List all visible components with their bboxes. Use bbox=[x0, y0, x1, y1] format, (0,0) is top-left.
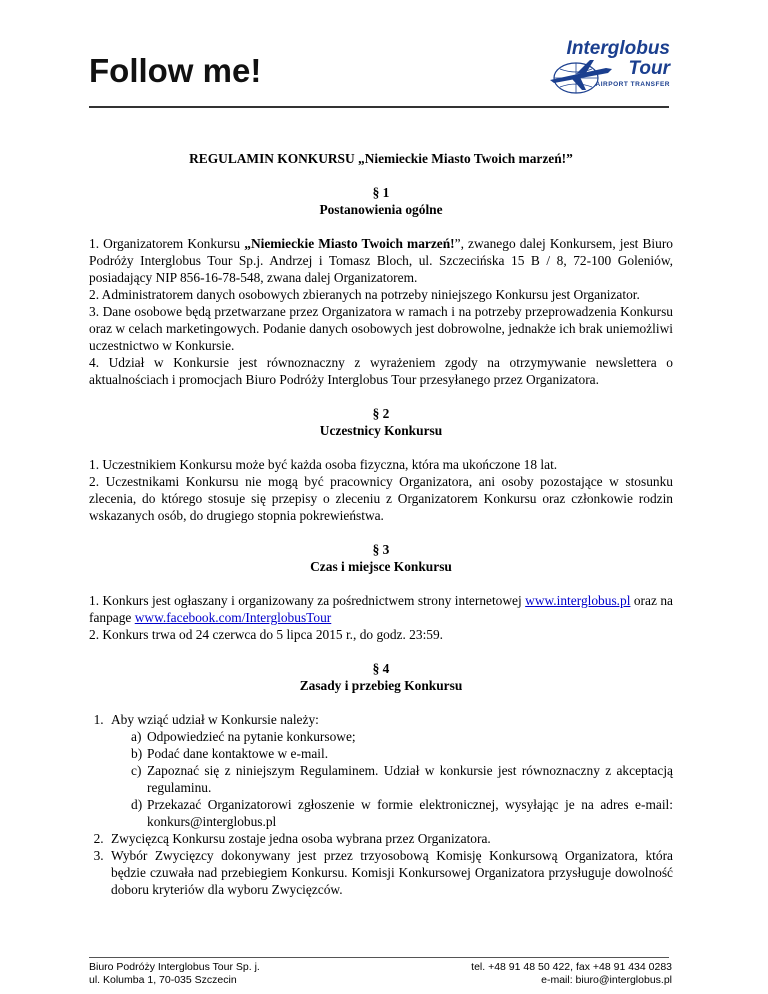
footer-divider bbox=[89, 957, 669, 958]
section-3-title: Czas i miejsce Konkursu bbox=[310, 559, 452, 574]
sublist-text: Odpowiedzieć na pytanie konkursowe; bbox=[147, 729, 356, 744]
section-3-paragraph-1 bbox=[89, 592, 673, 626]
list-item bbox=[107, 711, 673, 830]
list-item-text: Aby wziąć udział w Konkursie należy: bbox=[111, 712, 319, 727]
footer-street: ul. Kolumba 1, 70-035 Szczecin bbox=[89, 974, 237, 986]
footer-company: Biuro Podróży Interglobus Tour Sp. j. bbox=[89, 961, 260, 973]
airplane-globe-icon bbox=[546, 54, 616, 98]
logo-text-tour: Tour bbox=[628, 58, 670, 79]
section-1-paragraph-1 bbox=[89, 235, 673, 286]
document-title: REGULAMIN KONKURSU „Niemieckie Miasto Twoich marzeń!” bbox=[189, 151, 573, 166]
list-item: 2. Zwycięzcą Konkursu zostaje jedna osoba wybrana przez Organizatora. bbox=[107, 830, 673, 847]
sublist-item bbox=[131, 745, 673, 762]
text-run: 1. Organizatorem Konkursu bbox=[89, 236, 245, 251]
footer-phone: tel. +48 91 48 50 422, fax +48 91 434 0283 bbox=[471, 961, 672, 973]
footer-email: e-mail: biuro@interglobus.pl bbox=[541, 974, 672, 986]
section-3-paragraph-2: 2. Konkurs trwa od 24 czerwca do 5 lipca 2015 r., do godz. 23:59. bbox=[89, 627, 444, 642]
footer-address bbox=[89, 961, 260, 987]
contest-name: „Niemieckie Miasto Twoich marzeń! bbox=[244, 236, 455, 251]
header-title: Follow me! bbox=[89, 52, 262, 89]
sublist-item bbox=[131, 796, 673, 830]
sublist-item bbox=[131, 728, 673, 745]
sublist-text: Podać dane kontaktowe w e-mail. bbox=[147, 746, 329, 761]
section-4-title: Zasady i przebieg Konkursu bbox=[299, 678, 463, 693]
sublist-item bbox=[131, 762, 673, 796]
section-1-paragraph-3: 3. Dane osobowe będą przetwarzane przez Organizatora w ramach i na potrzeby przeprowadzenia Konkursu oraz w celach marketingowych. Podanie danych osobowych jest dobrowolne, jednakże ich brak uniemożliwi uczestnictwo w Konkursie. bbox=[89, 304, 673, 353]
section-4-number: § 4 bbox=[372, 661, 390, 676]
section-2-paragraph-2: 2. Uczestnikami Konkursu nie mogą być pracownicy Organizatora, ani osoby pozostające w stosunku zlecenia, do którego stosuje się przepisy o zleceniu z Organizatorem Konkursu oraz członkowie rodzin wskazanych osób, do drugiego stopnia pokrewieństwa. bbox=[89, 474, 673, 523]
section-1-number: § 1 bbox=[372, 185, 390, 200]
section-1-paragraph-4: 4. Udział w Konkursie jest równoznaczny z wyrażeniem zgody na otrzymywanie newslettera o aktualnościach i promocjach Biuro Podróży Interglobus Tour przesyłanego przez Organizatora. bbox=[89, 355, 673, 387]
logo-text-interglobus: Interglobus bbox=[566, 38, 670, 59]
document-body bbox=[89, 150, 673, 898]
interglobus-website-link[interactable]: www.interglobus.pl bbox=[525, 593, 631, 608]
logo-text-airport-transfer: AIRPORT TRANSFER bbox=[595, 81, 670, 88]
text-run: ”, zwanego dalej Konkursem, jest Biuro Podróży Interglobus Tour Sp.j. Andrzej i Tomasz Bloch, ul. Szczecińska 15 B / 8, 72-100 Goleniów, posiadający NIP 856-16-78-548, zwana dalej Organizatorem. bbox=[89, 236, 674, 285]
section-2-title: Uczestnicy Konkursu bbox=[319, 423, 443, 438]
sublist-letter: c) bbox=[131, 763, 142, 778]
header-divider bbox=[89, 106, 669, 108]
sublist-text: Zapoznać się z niniejszym Regulaminem. Udział w konkursie jest równoznaczny z akceptacją regulaminu. bbox=[147, 763, 673, 795]
section-2-number: § 2 bbox=[372, 406, 390, 421]
section-4-sublist bbox=[111, 728, 673, 830]
sublist-letter: b) bbox=[131, 746, 143, 761]
footer-contact bbox=[471, 961, 672, 987]
sublist-letter: d) bbox=[131, 797, 143, 812]
sublist-text: Przekazać Organizatorowi zgłoszenie w formie elektronicznej, wysyłając je na adres e-mail: konkurs@interglobus.pl bbox=[147, 797, 673, 829]
section-1-paragraph-2: 2. Administratorem danych osobowych zbieranych na potrzeby niniejszego Konkursu jest Organizator. bbox=[89, 287, 640, 302]
text-run: 1. Konkurs jest ogłaszany i organizowany za pośrednictwem strony internetowej bbox=[89, 593, 526, 608]
section-2-paragraph-1: 1. Uczestnikiem Konkursu może być każda osoba fizyczna, która ma ukończone 18 lat. bbox=[89, 457, 558, 472]
section-4-list bbox=[89, 711, 673, 898]
interglobus-logo bbox=[546, 38, 672, 104]
facebook-fanpage-link[interactable]: www.facebook.com/InterglobusTour bbox=[134, 610, 332, 625]
sublist-letter: a) bbox=[131, 729, 142, 744]
section-3-number: § 3 bbox=[372, 542, 390, 557]
text-run: oraz na fanpage bbox=[89, 593, 673, 625]
list-item: 3. Wybór Zwycięzcy dokonywany jest przez trzyosobową Komisję Konkursową Organizatora, która będzie czuwała nad przebiegiem Konkursu. Komisji Konkursowej Organizatora przysługuje dowolność doboru kryteriów dla wyboru Zwycięzców. bbox=[107, 847, 673, 898]
section-1-title: Postanowienia ogólne bbox=[319, 202, 443, 217]
